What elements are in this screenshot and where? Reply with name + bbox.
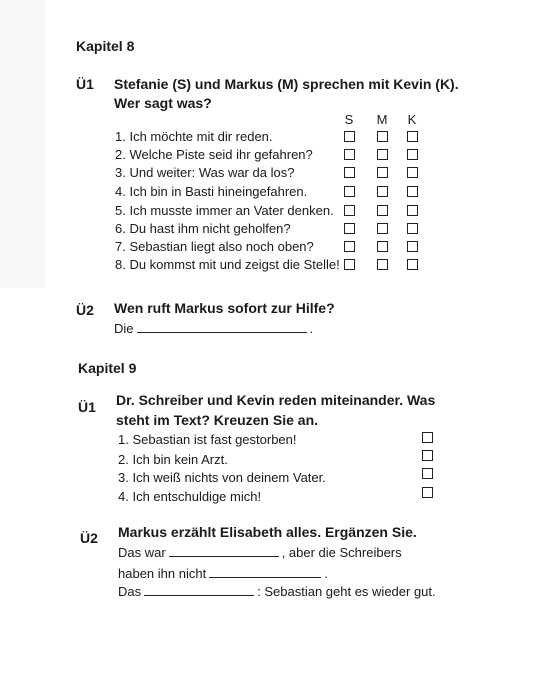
chapter-8-heading: Kapitel 8 xyxy=(76,38,135,54)
checkbox-item4-s[interactable] xyxy=(344,186,355,197)
k9-checkbox-item4[interactable] xyxy=(422,487,433,498)
k8-exercise-1-instruction-line1: Stefanie (S) und Markus (M) sprechen mit Kevin (K). xyxy=(114,76,459,92)
checkbox-item8-k[interactable] xyxy=(407,259,418,270)
k9-sentence-3 xyxy=(118,584,436,599)
sentence-3-start: Das xyxy=(118,584,142,599)
checkbox-item1-s[interactable] xyxy=(344,131,355,142)
k8-item-4: 4. Ich bin in Basti hineingefahren. xyxy=(115,184,308,199)
column-header-s: S xyxy=(344,112,354,127)
sentence-1-start: Das war xyxy=(118,545,166,560)
k8-item-1: 1. Ich möchte mit dir reden. xyxy=(115,129,273,144)
checkbox-item2-s[interactable] xyxy=(344,149,355,160)
checkbox-item7-k[interactable] xyxy=(407,241,418,252)
checkbox-item3-s[interactable] xyxy=(344,167,355,178)
checkbox-item6-s[interactable] xyxy=(344,223,355,234)
sentence-3-end: : Sebastian geht es wieder gut. xyxy=(257,584,436,599)
k8-item-7: 7. Sebastian liegt also noch oben? xyxy=(115,239,314,254)
k8-item-8: 8. Du kommst mit und zeigst die Stelle! xyxy=(115,257,340,272)
sentence-2-start: haben ihn nicht xyxy=(118,566,207,581)
answer-prefix: Die xyxy=(114,321,134,336)
k9-exercise-2-instruction: Markus erzählt Elisabeth alles. Ergänzen Sie. xyxy=(118,524,417,540)
k8-exercise-2-number: Ü2 xyxy=(76,302,94,318)
checkbox-item1-m[interactable] xyxy=(377,131,388,142)
checkbox-item8-s[interactable] xyxy=(344,259,355,270)
k9-exercise-1-instruction-line2: steht im Text? Kreuzen Sie an. xyxy=(116,412,319,428)
checkbox-item7-s[interactable] xyxy=(344,241,355,252)
k8-exercise-1-instruction-line2: Wer sagt was? xyxy=(114,95,212,111)
column-header-k: K xyxy=(407,112,417,127)
checkbox-item7-m[interactable] xyxy=(377,241,388,252)
checkbox-item2-m[interactable] xyxy=(377,149,388,160)
k9-checkbox-item2[interactable] xyxy=(422,450,433,461)
k8-exercise-2-question: Wen ruft Markus sofort zur Hilfe? xyxy=(114,300,335,316)
k9-item-4: 4. Ich entschuldige mich! xyxy=(118,489,262,504)
checkbox-item4-m[interactable] xyxy=(377,186,388,197)
checkbox-item2-k[interactable] xyxy=(407,149,418,160)
k9-checkbox-item3[interactable] xyxy=(422,468,433,479)
k8-item-5: 5. Ich musste immer an Vater denken. xyxy=(115,203,334,218)
k9-exercise-1-number: Ü1 xyxy=(78,399,96,415)
checkbox-item3-m[interactable] xyxy=(377,167,388,178)
checkbox-item4-k[interactable] xyxy=(407,186,418,197)
column-header-m: M xyxy=(376,112,388,127)
k9-item-1: 1. Sebastian ist fast gestorben! xyxy=(118,432,297,447)
k8-item-6: 6. Du hast ihm nicht geholfen? xyxy=(115,221,291,236)
sentence-1-end: , aber die Schreibers xyxy=(281,545,402,560)
sentence-1-blank[interactable] xyxy=(169,545,279,557)
checkbox-item1-k[interactable] xyxy=(407,131,418,142)
k9-sentence-1 xyxy=(118,545,402,560)
answer-suffix: . xyxy=(309,321,314,336)
k8-item-3: 3. Und weiter: Was war da los? xyxy=(115,165,295,180)
checkbox-item6-m[interactable] xyxy=(377,223,388,234)
scan-edge-shading xyxy=(0,0,46,288)
k9-item-2: 2. Ich bin kein Arzt. xyxy=(118,452,228,467)
chapter-9-heading: Kapitel 9 xyxy=(78,360,137,376)
sentence-3-blank[interactable] xyxy=(144,584,254,596)
checkbox-item8-m[interactable] xyxy=(377,259,388,270)
k8-exercise-1-number: Ü1 xyxy=(76,76,94,92)
sentence-2-blank[interactable] xyxy=(209,566,321,578)
checkbox-item5-m[interactable] xyxy=(377,205,388,216)
checkbox-item6-k[interactable] xyxy=(407,223,418,234)
checkbox-item3-k[interactable] xyxy=(407,167,418,178)
k8-exercise-2-answer-line xyxy=(114,321,313,336)
k9-exercise-1-instruction-line1: Dr. Schreiber und Kevin reden miteinander. Was xyxy=(116,392,436,408)
k9-checkbox-item1[interactable] xyxy=(422,432,433,443)
k9-item-3: 3. Ich weiß nichts von deinem Vater. xyxy=(118,470,326,485)
k8-item-2: 2. Welche Piste seid ihr gefahren? xyxy=(115,147,313,162)
checkbox-item5-s[interactable] xyxy=(344,205,355,216)
checkbox-item5-k[interactable] xyxy=(407,205,418,216)
k9-sentence-2 xyxy=(118,566,328,581)
sentence-2-end: . xyxy=(324,566,328,581)
k9-exercise-2-number: Ü2 xyxy=(80,530,98,546)
answer-blank[interactable] xyxy=(137,321,307,333)
